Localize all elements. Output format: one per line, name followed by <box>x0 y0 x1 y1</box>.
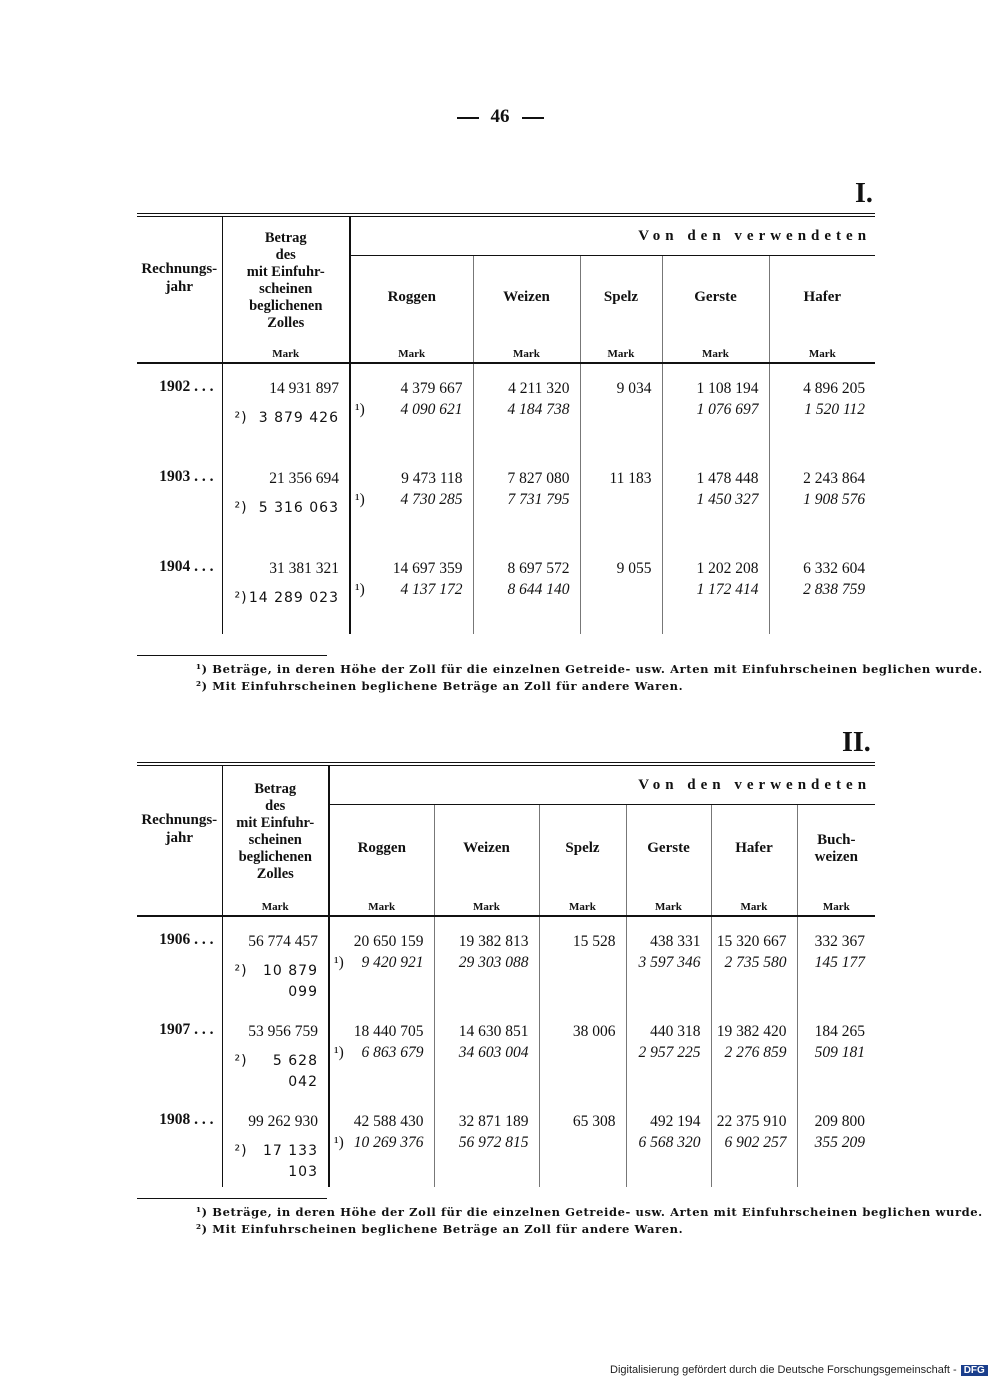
value-cell <box>580 454 662 544</box>
grain-value-italic: 56 972 815 <box>458 1133 529 1151</box>
betrag-other-goods <box>223 1141 319 1183</box>
value-cell <box>711 916 797 1007</box>
betrag-value: 31 381 321 <box>269 559 339 577</box>
footnote-marker-2: ²) <box>234 589 248 606</box>
unit-label: Mark <box>808 347 836 360</box>
column-header-gerste: Gerste <box>662 256 769 340</box>
unit-label: Mark <box>539 893 626 916</box>
column-header-roggen: Roggen <box>350 256 473 340</box>
unit-label: Mark <box>580 340 662 363</box>
footnote-marker-1: ¹) <box>355 400 365 418</box>
stub-header-line1: Rechnungs- <box>141 261 218 278</box>
unit-label: Mark <box>473 340 580 363</box>
page-number <box>0 106 1000 128</box>
unit-label: Mark <box>222 893 329 916</box>
year-cell: 1907 . . . <box>137 1007 222 1097</box>
betrag-header-line: Zolles <box>267 315 305 332</box>
table-row <box>137 916 875 1007</box>
page-number-text: 46 <box>490 106 510 127</box>
main-value: 19 382 813 <box>458 932 529 950</box>
value-cell <box>797 1007 875 1097</box>
year-cell: 1906 . . . <box>137 916 222 1007</box>
footnote-marker-1: ¹) <box>334 1043 344 1061</box>
footnote-marker-1: ¹) <box>334 1133 344 1151</box>
column-header-roggen: Roggen <box>329 805 434 893</box>
betrag-value: 21 356 694 <box>269 469 339 487</box>
main-value: 9 034 <box>616 379 652 397</box>
value-cell <box>769 454 875 544</box>
value-cell <box>580 363 662 454</box>
section-1-roman-numeral: I. <box>855 178 873 209</box>
year-cell: 1904 . . . <box>137 544 222 634</box>
main-value: 1 202 208 <box>696 559 759 577</box>
column-header-buchweizen: Buch- weizen <box>814 831 858 865</box>
main-value: 22 375 910 <box>716 1112 787 1130</box>
main-value: 9 055 <box>616 559 652 577</box>
table-row <box>137 1007 875 1097</box>
grain-value-italic: 6 863 679 <box>361 1043 424 1061</box>
grain-value-italic: 1 908 576 <box>803 490 866 508</box>
footnote-rule <box>137 655 327 656</box>
stub-header <box>137 764 222 893</box>
digitization-credit-text: Digitalisierung gefördert durch die Deutsche Forschungsgemeinschaft - <box>610 1364 957 1376</box>
unit-label: Mark <box>662 340 769 363</box>
dash-right <box>522 117 544 119</box>
grain-value-italic: 1 172 414 <box>696 580 759 598</box>
grain-value-italic: 2 276 859 <box>724 1043 787 1061</box>
value-cell <box>662 544 769 634</box>
value-cell <box>626 1097 711 1187</box>
betrag-header-line: mit Einfuhr- <box>236 815 315 832</box>
year-cell: 1902 . . . <box>137 363 222 454</box>
value-cell <box>662 454 769 544</box>
table-row <box>137 363 875 454</box>
betrag-cell <box>222 544 350 634</box>
main-value: 1 478 448 <box>696 469 759 487</box>
value-cell <box>711 1097 797 1187</box>
grain-value-italic: 9 420 921 <box>361 953 424 971</box>
value-cell <box>473 544 580 634</box>
betrag-other-goods <box>223 961 319 1003</box>
betrag-header-line: beglichenen <box>249 298 323 315</box>
grain-value-italic: 2 838 759 <box>803 580 866 598</box>
value-cell <box>329 1007 434 1097</box>
table-row <box>137 544 875 634</box>
betrag-cell <box>222 1097 329 1187</box>
main-value: 65 308 <box>572 1112 616 1130</box>
section-1-table-body <box>137 363 875 634</box>
main-value: 19 382 420 <box>716 1022 787 1040</box>
betrag-header-line: Betrag <box>254 781 297 798</box>
unit-label: Mark <box>711 893 797 916</box>
betrag-header <box>222 764 329 893</box>
footnote-2: ²) Mit Einfuhrscheinen beglichene Beträge an Zoll für andere Waren. <box>196 679 684 693</box>
grain-value-italic: 10 269 376 <box>353 1133 424 1151</box>
betrag-header-line: scheinen <box>259 281 313 298</box>
betrag-other-goods-value: 5 316 063 <box>258 499 339 516</box>
value-cell <box>580 544 662 634</box>
footnote-marker-2: ²) <box>234 409 248 426</box>
betrag-other-goods-value: 10 879 099 <box>263 962 318 1000</box>
footnote-rule <box>137 1198 327 1199</box>
value-cell <box>539 1007 626 1097</box>
betrag-cell <box>222 916 329 1007</box>
main-value: 32 871 189 <box>458 1112 529 1130</box>
betrag-other-goods <box>223 408 340 429</box>
column-header-hafer: Hafer <box>711 805 797 893</box>
main-value: 42 588 430 <box>353 1112 424 1130</box>
value-cell <box>473 363 580 454</box>
section-1-table <box>137 213 875 634</box>
betrag-header-line: des <box>265 798 286 815</box>
group-header: Von den verwendeten <box>329 764 875 805</box>
footnote-marker-2: ²) <box>234 1142 248 1159</box>
grain-value-italic: 7 731 795 <box>507 490 570 508</box>
value-cell <box>711 1007 797 1097</box>
betrag-cell <box>222 1007 329 1097</box>
betrag-header-line: Zolles <box>256 866 294 883</box>
main-value: 332 367 <box>814 932 866 950</box>
stub-header-line2: jahr <box>165 279 193 296</box>
year-cell: 1908 . . . <box>137 1097 222 1187</box>
betrag-other-goods-value: 3 879 426 <box>258 409 339 426</box>
value-cell <box>769 544 875 634</box>
unit-label: Mark <box>822 900 850 913</box>
value-cell <box>329 1097 434 1187</box>
grain-value-italic: 3 597 346 <box>638 953 701 971</box>
footnote-1: ¹) Beträge, in deren Höhe der Zoll für die einzelnen Getreide- usw. Arten mit Einfuhrscheinen beglichen wurde. <box>196 1205 983 1219</box>
dfg-logo: DFG <box>961 1365 988 1376</box>
value-cell <box>434 916 539 1007</box>
footnote-marker-2: ²) <box>234 962 248 979</box>
betrag-header-line: mit Einfuhr- <box>246 264 325 281</box>
table-row <box>137 454 875 544</box>
column-header-spelz: Spelz <box>539 805 626 893</box>
betrag-header-line: scheinen <box>248 832 302 849</box>
main-value: 1 108 194 <box>696 379 759 397</box>
footnote-marker-1: ¹) <box>355 580 365 598</box>
column-header-hafer: Hafer <box>803 289 842 306</box>
section-2-roman-numeral: II. <box>842 727 871 758</box>
main-value: 14 697 359 <box>392 559 463 577</box>
value-cell <box>329 916 434 1007</box>
main-value: 15 320 667 <box>716 932 787 950</box>
grain-value-italic: 4 090 621 <box>400 400 463 418</box>
main-value: 38 006 <box>572 1022 616 1040</box>
section-2-table-body <box>137 916 875 1187</box>
group-header: Von den verwendeten <box>350 215 875 256</box>
betrag-header <box>222 215 350 340</box>
main-value: 209 800 <box>814 1112 866 1130</box>
main-value: 11 183 <box>609 469 652 487</box>
betrag-header-line: des <box>275 247 296 264</box>
main-value: 18 440 705 <box>353 1022 424 1040</box>
grain-value-italic: 2 957 225 <box>638 1043 701 1061</box>
betrag-header-line: Betrag <box>264 230 307 247</box>
column-header-weizen: Weizen <box>473 256 580 340</box>
value-cell <box>350 544 473 634</box>
main-value: 492 194 <box>650 1112 701 1130</box>
value-cell <box>539 916 626 1007</box>
betrag-cell <box>222 454 350 544</box>
grain-value-italic: 4 137 172 <box>400 580 463 598</box>
value-cell <box>434 1007 539 1097</box>
stub-header-line2: jahr <box>165 830 193 847</box>
dash-left <box>457 117 479 119</box>
unit-label: Mark <box>434 893 539 916</box>
betrag-header-line: beglichenen <box>238 849 312 866</box>
grain-value-italic: 4 730 285 <box>400 490 463 508</box>
footnote-marker-2: ²) <box>234 499 248 516</box>
value-cell <box>797 916 875 1007</box>
betrag-value: 56 774 457 <box>248 932 318 950</box>
betrag-other-goods <box>223 588 340 609</box>
unit-label: Mark <box>329 893 434 916</box>
betrag-other-goods-value: 5 628 042 <box>272 1052 318 1090</box>
main-value: 14 630 851 <box>458 1022 529 1040</box>
year-cell: 1903 . . . <box>137 454 222 544</box>
footnote-marker-1: ¹) <box>355 490 365 508</box>
grain-value-italic: 509 181 <box>814 1043 866 1061</box>
betrag-value: 14 931 897 <box>269 379 339 397</box>
unit-label: Mark <box>350 340 473 363</box>
betrag-other-goods <box>223 498 340 519</box>
main-value: 8 697 572 <box>507 559 570 577</box>
grain-value-italic: 355 209 <box>814 1133 866 1151</box>
grain-value-italic: 8 644 140 <box>507 580 570 598</box>
main-value: 20 650 159 <box>353 932 424 950</box>
value-cell <box>797 1097 875 1187</box>
value-cell <box>539 1097 626 1187</box>
stub-header-line1: Rechnungs- <box>141 812 218 829</box>
betrag-cell <box>222 363 350 454</box>
value-cell <box>473 454 580 544</box>
unit-label: Mark <box>626 893 711 916</box>
value-cell <box>626 1007 711 1097</box>
main-value: 4 211 320 <box>508 379 570 397</box>
value-cell <box>350 363 473 454</box>
grain-value-italic: 6 902 257 <box>724 1133 787 1151</box>
grain-value-italic: 1 076 697 <box>696 400 759 418</box>
main-value: 6 332 604 <box>803 559 866 577</box>
value-cell <box>662 363 769 454</box>
value-cell <box>769 363 875 454</box>
betrag-value: 99 262 930 <box>248 1112 318 1130</box>
betrag-other-goods-value: 17 133 103 <box>263 1142 318 1180</box>
grain-value-italic: 145 177 <box>814 953 866 971</box>
unit-blank <box>137 340 222 363</box>
main-value: 9 473 118 <box>401 469 463 487</box>
footnote-2: ²) Mit Einfuhrscheinen beglichene Beträge an Zoll für andere Waren. <box>196 1222 684 1236</box>
grain-value-italic: 4 184 738 <box>507 400 570 418</box>
main-value: 7 827 080 <box>507 469 570 487</box>
grain-value-italic: 6 568 320 <box>638 1133 701 1151</box>
footnote-1: ¹) Beträge, in deren Höhe der Zoll für die einzelnen Getreide- usw. Arten mit Einfuhrscheinen beglichen wurde. <box>196 662 983 676</box>
column-header-gerste: Gerste <box>626 805 711 893</box>
main-value: 440 318 <box>650 1022 701 1040</box>
main-value: 15 528 <box>572 932 616 950</box>
main-value: 4 896 205 <box>803 379 866 397</box>
grain-value-italic: 1 450 327 <box>696 490 759 508</box>
betrag-other-goods-value: 14 289 023 <box>248 589 339 606</box>
main-value: 2 243 864 <box>803 469 866 487</box>
footnote-marker-1: ¹) <box>334 953 344 971</box>
section-2-table <box>137 762 875 1187</box>
grain-value-italic: 1 520 112 <box>804 400 866 418</box>
betrag-value: 53 956 759 <box>248 1022 318 1040</box>
value-cell <box>350 454 473 544</box>
value-cell <box>434 1097 539 1187</box>
main-value: 4 379 667 <box>400 379 463 397</box>
betrag-other-goods <box>223 1051 319 1093</box>
column-header-weizen: Weizen <box>434 805 539 893</box>
unit-label: Mark <box>222 340 350 363</box>
grain-value-italic: 29 303 088 <box>458 953 529 971</box>
unit-blank <box>137 893 222 916</box>
grain-value-italic: 2 735 580 <box>724 953 787 971</box>
column-header-spelz: Spelz <box>580 256 662 340</box>
grain-value-italic: 34 603 004 <box>458 1043 529 1061</box>
stub-header <box>137 215 222 340</box>
table-row <box>137 1097 875 1187</box>
main-value: 184 265 <box>814 1022 866 1040</box>
footnote-marker-2: ²) <box>234 1052 248 1069</box>
digitization-credit <box>610 1364 988 1376</box>
main-value: 438 331 <box>650 932 701 950</box>
value-cell <box>626 916 711 1007</box>
